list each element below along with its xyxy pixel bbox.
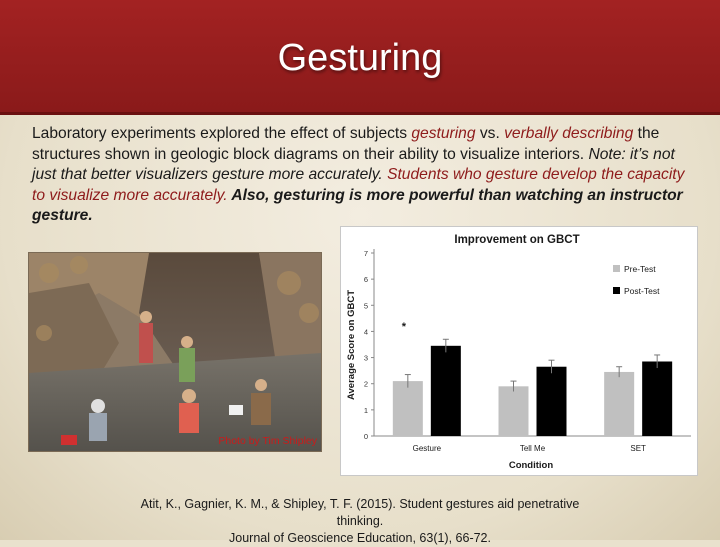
bar-post-test xyxy=(642,361,672,436)
bar-post-test xyxy=(431,346,461,436)
slide-title: Gesturing xyxy=(277,37,443,79)
photo-credit: Photo by Tim Shipley xyxy=(218,435,317,447)
y-tick-label: 3 xyxy=(363,353,368,363)
y-tick-label: 1 xyxy=(363,405,368,415)
body-text-part2: vs. xyxy=(475,125,505,142)
bar-pre-test xyxy=(499,386,529,436)
field-photo-image xyxy=(29,253,321,451)
bar-pre-test xyxy=(393,381,423,436)
verbally-describing-text: verbally describing xyxy=(504,125,634,142)
x-axis-label: Condition xyxy=(508,460,554,471)
y-tick-label: 5 xyxy=(363,301,368,311)
bar-post-test xyxy=(537,367,567,436)
note-text: Note: it’s not just that better visualizers gesture more accurately. xyxy=(32,145,675,184)
y-tick-label: 0 xyxy=(363,432,368,441)
significance-marker: * xyxy=(401,321,406,334)
legend-label: Post-Test xyxy=(624,286,660,296)
legend-swatch xyxy=(613,287,620,294)
body-text-part3: the structures shown in geologic block diagrams on their ability to visualize interiors. xyxy=(32,125,660,163)
y-tick-label: 4 xyxy=(363,327,368,337)
legend-label: Pre-Test xyxy=(624,264,656,274)
x-tick-label: Tell Me xyxy=(519,444,546,453)
x-tick-label: SET xyxy=(630,444,646,453)
citation-line-1: Atit, K., Gagnier, K. M., & Shipley, T. F. (2015). Student gestures aid penetrative xyxy=(140,497,580,511)
also-text: Also, gesturing is more powerful than watching an instructor gesture. xyxy=(32,186,683,225)
title-bar xyxy=(0,0,720,115)
body-paragraph xyxy=(32,124,692,227)
chart-panel xyxy=(340,226,698,476)
citation-line-3: Journal of Geoscience Education, 63(1), 66-72. xyxy=(229,531,491,545)
citation xyxy=(100,496,620,547)
y-tick-label: 7 xyxy=(363,249,368,258)
y-tick-label: 2 xyxy=(363,379,368,389)
body-text-part1: Laboratory experiments explored the effect of subjects xyxy=(32,125,412,142)
citation-line-2: thinking. xyxy=(336,514,384,528)
bar-pre-test xyxy=(604,372,634,436)
chart-title: Improvement on GBCT xyxy=(454,234,580,246)
bar-chart xyxy=(341,227,697,475)
y-axis-label: Average Score on GBCT xyxy=(346,290,357,400)
field-photo xyxy=(28,252,322,452)
y-tick-label: 6 xyxy=(363,275,368,285)
legend-swatch xyxy=(613,265,620,272)
students-text: Students who gesture develop the capacity to visualize more accurately. xyxy=(32,166,685,204)
gesturing-text: gesturing xyxy=(411,125,476,142)
x-tick-label: Gesture xyxy=(412,444,442,453)
